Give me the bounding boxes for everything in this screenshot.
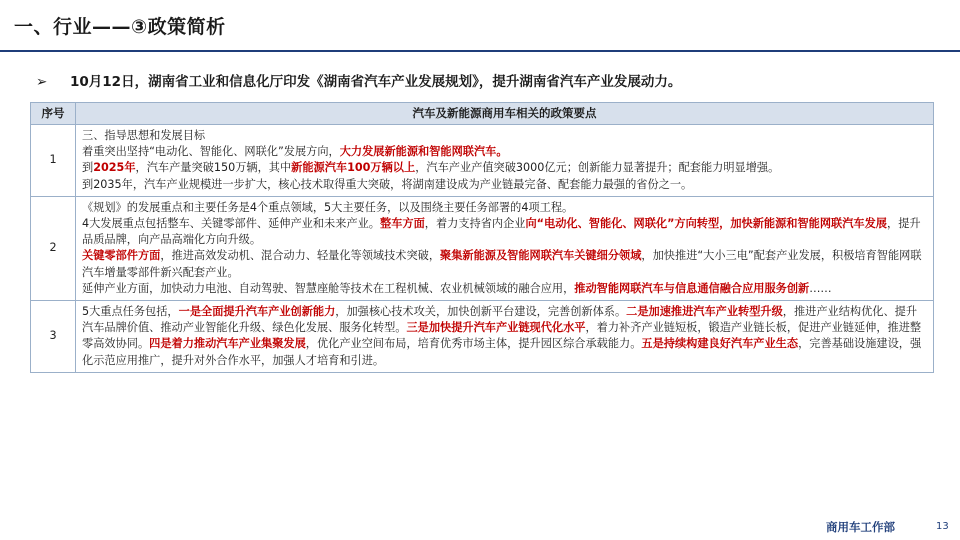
policy-text: ，汽车产量突破150万辆，其中	[135, 161, 292, 175]
highlighted-text: 新能源汽车100万辆以上	[291, 161, 416, 175]
table-header-row	[31, 103, 934, 125]
table-row	[31, 196, 934, 300]
column-header-policy-points: 汽车及新能源商用车相关的政策要点	[76, 103, 934, 125]
summary-text: 10月12日，湖南省工业和信息化厅印发《湖南省汽车产业发展规划》，提升湖南省汽车产业发展动力。	[70, 74, 682, 90]
policy-text: ，推进高效发动机、混合动力、轻量化等领域技术突破，	[160, 249, 441, 263]
policy-text: ，完善基础设施建设，强化示范应用推广，提升对外合作水平，加强人才培育和引进。	[82, 337, 922, 367]
policy-table	[30, 102, 934, 373]
policy-line	[82, 281, 927, 297]
highlighted-text: 2025年	[93, 161, 136, 175]
policy-line	[82, 177, 927, 193]
highlighted-text: 四是着力推动汽车产业集聚发展	[149, 337, 306, 351]
highlighted-text: 大力发展新能源和智能网联汽车。	[339, 145, 508, 159]
policy-text: 《规划》的发展重点和主要任务是4个重点领域，5大主要任务，以及围绕主要任务部署的4项工程。	[82, 200, 574, 214]
column-header-number: 序号	[31, 103, 76, 125]
policy-text: ，推进产业结构优化、提升汽车品牌价值、推动产业智能化升级、绿色化发展、服务化转型。	[82, 305, 918, 335]
policy-text: 三、指导思想和发展目标	[82, 129, 206, 142]
arrow-bullet-icon: ➢	[36, 74, 48, 90]
row-number: 3	[31, 301, 76, 373]
highlighted-text: 一是全面提升汽车产业创新能力	[178, 305, 336, 319]
policy-text: 4大发展重点包括整车、关键零部件、延伸产业和未来产业。	[82, 217, 380, 231]
policy-line	[82, 304, 927, 369]
highlighted-text: 五是持续构建良好汽车产业生态	[641, 337, 799, 351]
highlighted-text: 关键零部件方面	[82, 249, 161, 263]
summary-bullet	[36, 70, 936, 90]
policy-text: 到	[82, 161, 94, 175]
highlighted-text: 整车方面	[380, 217, 425, 231]
highlighted-text: 二是加速推进汽车产业转型升级	[626, 305, 783, 319]
policy-text: 5大重点任务包括，	[82, 305, 179, 319]
policy-text: 延伸产业方面，加快动力电池、自动驾驶、智慧座舱等技术在工程机械、农业机械领域的融合应用，	[82, 281, 575, 295]
policy-cell	[76, 301, 934, 373]
policy-text: ，着力补齐产业链短板，锻造产业链长板，促进产业链延伸，推进整零高效协同。	[82, 321, 922, 351]
policy-text: 着重突出坚持“电动化、智能化、网联化”发展方向，	[82, 145, 340, 159]
policy-text: ，加快推进“大小三电”配套产业发展，积极培育智能网联汽车增量零部件新兴配套产业。	[82, 249, 922, 279]
policy-line	[82, 160, 927, 176]
policy-text: 到2035年，汽车产业规模进一步扩大，核心技术取得重大突破，将湖南建设成为产业链最完备、配套能力最强的省份之一。	[82, 177, 693, 191]
highlighted-text: 聚集新能源及智能网联汽车关键细分领域	[440, 249, 642, 263]
policy-cell	[76, 196, 934, 300]
policy-cell	[76, 125, 934, 197]
policy-text: ，优化产业空间布局，培育优秀市场主体，提升园区综合承载能力。	[305, 337, 642, 351]
row-number: 1	[31, 125, 76, 197]
table-row	[31, 301, 934, 373]
highlighted-text: 向“电动化、智能化、网联化”方向转型，加快新能源和智能网联汽车发展	[525, 217, 887, 231]
policy-text: ，着力支持省内企业	[424, 217, 526, 231]
page-title: 一、行业——③政策简析	[14, 16, 226, 38]
row-number: 2	[31, 196, 76, 300]
page-number: 13	[936, 521, 949, 532]
policy-line	[82, 216, 927, 248]
highlighted-text: 三是加快提升汽车产业链现代化水平	[406, 321, 586, 335]
table-row	[31, 125, 934, 197]
policy-line	[82, 200, 927, 216]
policy-line	[82, 248, 927, 280]
policy-text: ，汽车产业产值突破3000亿元；创新能力显著提升；配套能力明显增强。	[415, 161, 780, 175]
footer-department: 商用车工作部	[826, 520, 895, 534]
policy-text: ，提升品质品牌，向产品高端化方向升级。	[82, 217, 921, 247]
policy-line	[82, 128, 927, 144]
highlighted-text: 推动智能网联汽车与信息通信融合应用服务创新	[574, 281, 810, 295]
policy-text: ，加强核心技术攻关，加快创新平台建设，完善创新体系。	[335, 305, 627, 319]
title-divider	[0, 50, 960, 52]
policy-line	[82, 144, 927, 160]
policy-text: ……	[809, 281, 832, 295]
